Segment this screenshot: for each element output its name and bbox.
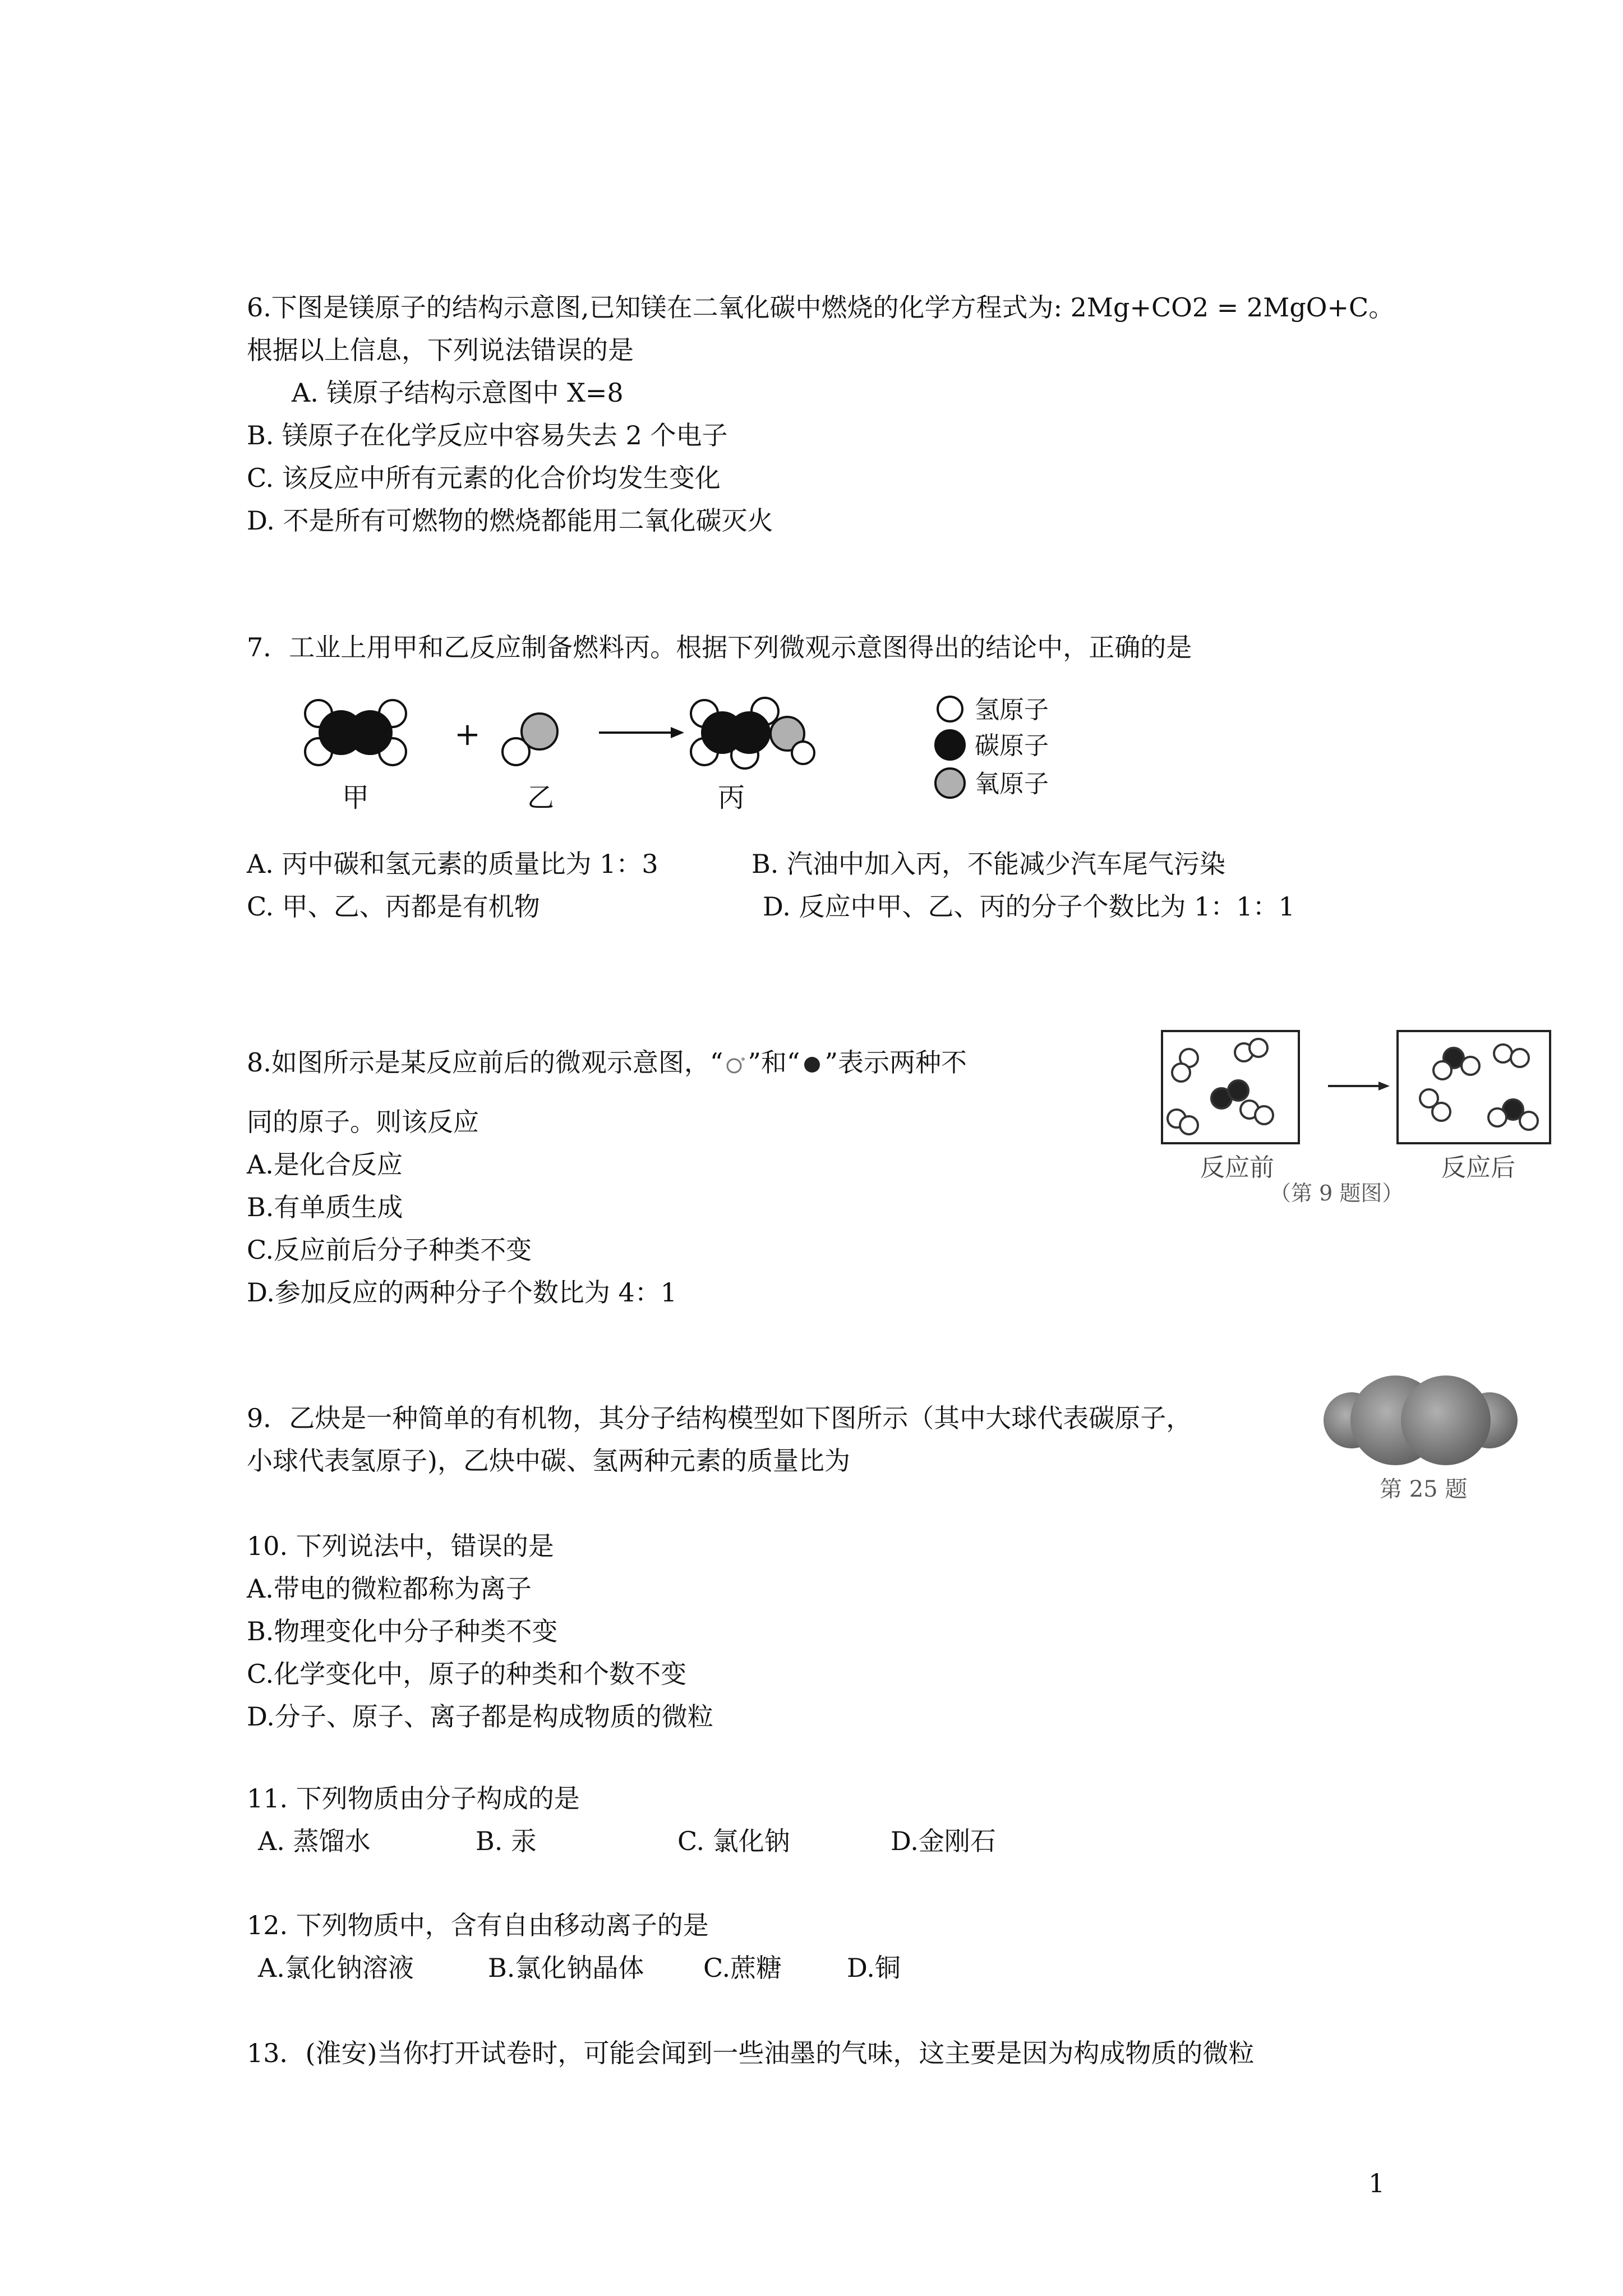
q7-molecule-diagram — [292, 689, 1110, 823]
q6-option-a: A. 镁原子结构示意图中 X=8 — [292, 378, 624, 408]
q7-legend-h: 氢原子 — [975, 696, 1049, 724]
q7-label-yi: 乙 — [527, 782, 555, 813]
q7-label-jia: 甲 — [342, 782, 370, 813]
q8-label-after: 反应后 — [1441, 1153, 1515, 1182]
q11-stem: 11. 下列物质由分子构成的是 — [247, 1783, 580, 1814]
q7-option-c: C. 甲、乙、丙都是有机物 — [247, 891, 540, 922]
q6-option-d: D. 不是所有可燃物的燃烧都能用二氧化碳灭火 — [247, 505, 773, 536]
acetylene-model — [1318, 1369, 1525, 1509]
molecule-bing — [691, 698, 814, 769]
q6-stem-line1: 6.下图是镁原子的结构示意图,已知镁在二氧化碳中燃烧的化学方程式为: 2Mg+CO2 = 2MgO+C。 — [247, 292, 1395, 323]
q13-stem: 13．(淮安)当你打开试卷时，可能会闻到一些油墨的气味，这主要是因为构成物质的微粒 — [247, 2038, 1255, 2068]
q11-option-c: C. 氯化钠 — [677, 1826, 790, 1856]
q8-reaction-diagram — [1150, 1027, 1553, 1212]
q6-option-b: B. 镁原子在化学反应中容易失去 2 个电子 — [247, 420, 728, 450]
q8-stem-line1 — [247, 1046, 967, 1079]
q7-option-b: B. 汽油中加入丙，不能减少汽车尾气污染 — [751, 849, 1226, 879]
q10-option-d: D.分子、原子、离子都是构成物质的微粒 — [247, 1701, 713, 1732]
q8-label-before: 反应前 — [1200, 1153, 1274, 1182]
q11-options-row — [258, 1824, 996, 1858]
q7-legend-o: 氧原子 — [975, 770, 1049, 798]
molecule-yi — [502, 714, 557, 765]
q7-stem: 7．工业上用甲和乙反应制备燃料丙。根据下列微观示意图得出的结论中，正确的是 — [247, 632, 1192, 662]
q12-option-a: A.氯化钠溶液 — [258, 1953, 414, 1983]
reaction-arrow — [599, 727, 684, 738]
q11-option-b: B. 汞 — [476, 1826, 537, 1856]
q7-plus: + — [454, 716, 481, 753]
q7-legend-c: 碳原子 — [975, 731, 1049, 760]
black-atom-icon — [800, 1053, 824, 1076]
q9-stem-line2: 小球代表氢原子)，乙炔中碳、氢两种元素的质量比为 — [247, 1446, 850, 1476]
white-atom-icon — [723, 1053, 748, 1076]
q12-option-d: D.铜 — [847, 1953, 901, 1983]
molecule-jia — [305, 700, 406, 765]
q11-option-d: D.金刚石 — [891, 1826, 996, 1856]
q8-option-c: C.反应前后分子种类不变 — [247, 1235, 532, 1265]
q8-stem-line2: 同的原子。则该反应 — [247, 1107, 479, 1137]
page-number: 1 — [1368, 2168, 1385, 2198]
q8-option-b: B.有单质生成 — [247, 1192, 403, 1222]
q7-option-a: A. 丙中碳和氢元素的质量比为 1：3 — [247, 849, 658, 879]
q8-figure-caption: （第 9 题图） — [1270, 1181, 1404, 1205]
q7-legend — [935, 697, 965, 798]
q10-option-b: B.物理变化中分子种类不变 — [247, 1616, 558, 1646]
q10-option-a: A.带电的微粒都称为离子 — [247, 1573, 532, 1604]
q8-stem-part3: ”表示两种不 — [824, 1047, 967, 1078]
q9-figure-caption: 第 25 题 — [1380, 1476, 1468, 1502]
q8-stem-part2: ”和“ — [748, 1047, 800, 1078]
q8-option-d: D.参加反应的两种分子个数比为 4：1 — [247, 1277, 677, 1308]
q12-stem: 12. 下列物质中，含有自由移动离子的是 — [247, 1910, 709, 1940]
q12-options-row — [258, 1951, 901, 1985]
q10-stem: 10. 下列说法中，错误的是 — [247, 1531, 554, 1561]
q6-stem-line2: 根据以上信息，下列说法错误的是 — [247, 335, 634, 365]
q7-options-row2 — [247, 890, 1295, 923]
q8-option-a: A.是化合反应 — [247, 1149, 403, 1180]
q12-option-c: C.蔗糖 — [703, 1953, 782, 1983]
q8-stem-part1: 8.如图所示是某反应前后的微观示意图，“ — [247, 1047, 723, 1078]
q6-option-c: C. 该反应中所有元素的化合价均发生变化 — [247, 463, 721, 493]
q7-label-bing: 丙 — [718, 782, 745, 813]
q9-stem-line1: 9．乙炔是一种简单的有机物，其分子结构模型如下图所示（其中大球代表碳原子， — [247, 1403, 1192, 1433]
q7-options-row1 — [247, 847, 1225, 881]
q10-option-c: C.化学变化中，原子的种类和个数不变 — [247, 1659, 687, 1689]
q12-option-b: B.氯化钠晶体 — [488, 1953, 644, 1983]
q11-option-a: A. 蒸馏水 — [258, 1826, 371, 1856]
q7-option-d: D. 反应中甲、乙、丙的分子个数比为 1：1：1 — [763, 891, 1295, 922]
